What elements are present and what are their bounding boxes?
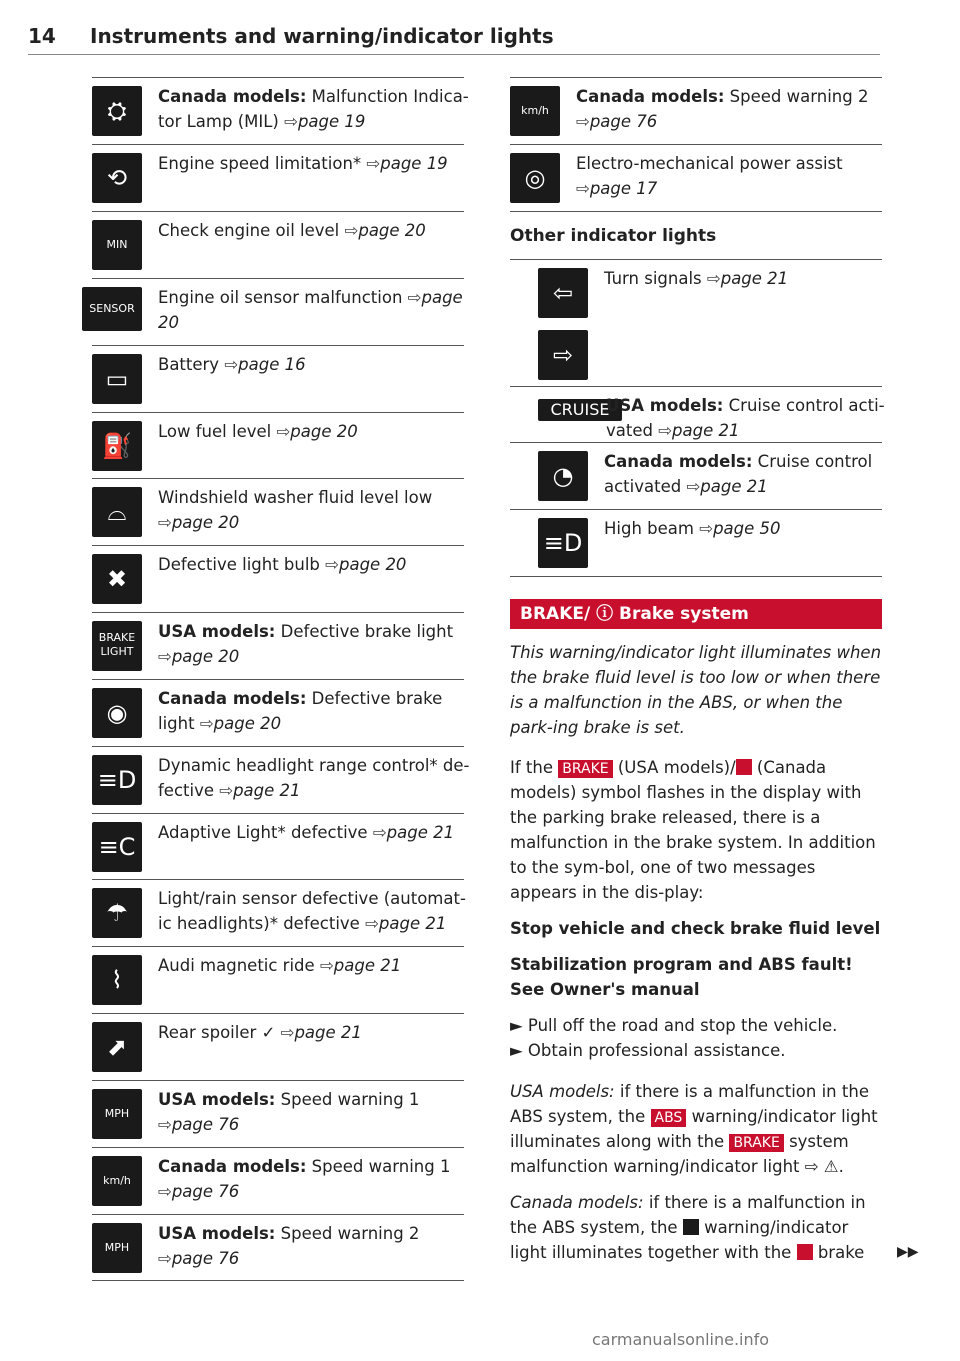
page-ref-arrow-icon: ⇨: [284, 112, 298, 131]
page-reference-link[interactable]: page 21: [333, 956, 402, 975]
page-ref-arrow-icon: ⇨: [686, 477, 701, 496]
item-text: [158, 1221, 476, 1271]
light-rain-sensor-icon: ☂: [92, 888, 142, 938]
item-description: Cruise control acti-vated: [606, 396, 885, 440]
turn-signal-icon: ⇦: [538, 268, 588, 318]
page-ref-arrow-icon: ⇨: [706, 269, 721, 288]
page-reference-link[interactable]: page 21: [700, 477, 768, 496]
item-text: [158, 485, 476, 535]
list-item: [92, 478, 464, 545]
item-text: [158, 1020, 476, 1045]
list-item: [92, 1147, 464, 1214]
page-ref-arrow-icon: ⇨: [158, 513, 172, 532]
cruise-symbol-icon: ◔: [538, 451, 588, 501]
item-model-label: USA models:: [158, 1224, 276, 1243]
list-item: [510, 77, 882, 144]
page-title: Instruments and warning/indicator lights: [90, 24, 554, 48]
brake-symbol-chip-2: [797, 1244, 813, 1260]
item-description: Rear spoiler ✓: [158, 1023, 281, 1042]
item-text: [158, 285, 476, 335]
page-ref-arrow-icon: ⇨: [276, 422, 291, 441]
list-item: [92, 545, 464, 612]
section-heading-other-indicator-lights: Other indicator lights: [510, 226, 717, 246]
page-number: 14: [28, 24, 56, 48]
item-description: Low fuel level: [158, 422, 277, 441]
bullet-pull-off: ► Pull off the road and stop the vehicle.: [510, 1016, 838, 1035]
page-ref-arrow-icon: ⇨: [199, 714, 214, 733]
brake-light-symbol-icon: ◉: [92, 688, 142, 738]
page-reference-link[interactable]: page 16: [238, 355, 306, 374]
page-header: [28, 24, 880, 55]
page-ref-arrow-icon: ⇨: [365, 914, 379, 933]
item-description: Electro-mechanical power assist: [576, 154, 843, 173]
item-text: [606, 393, 924, 443]
page-reference-link[interactable]: page 21: [294, 1023, 362, 1042]
page-ref-arrow-icon: ⇨: [366, 154, 381, 173]
page-reference-link[interactable]: page 21: [233, 781, 301, 800]
page-ref-arrow-icon: ⇨: [280, 1023, 295, 1042]
rear-spoiler-icon: ⬈: [92, 1022, 142, 1072]
list-item: [92, 679, 464, 746]
item-description: Engine oil sensor malfunction: [158, 288, 408, 307]
item-model-label: Canada models:: [158, 689, 307, 708]
page-reference-link[interactable]: page 20: [358, 221, 426, 240]
message-check-brake-fluid: Stop vehicle and check brake fluid level: [510, 919, 881, 938]
item-description: Defective brake light: [275, 622, 454, 641]
page-ref-arrow-icon: ⇨: [158, 647, 172, 666]
page-reference-link[interactable]: page 76: [589, 112, 658, 131]
item-model-label: USA models:: [606, 396, 724, 415]
item-text: [158, 820, 476, 845]
right-column-top: [510, 77, 882, 212]
list-item: [92, 412, 464, 478]
engine-speed-limit-icon: ⟲: [92, 153, 142, 203]
watermark: carmanualsonline.info: [592, 1330, 770, 1349]
brake-chip-2: BRAKE: [729, 1134, 783, 1152]
page-ref-arrow-icon: ⇨: [658, 421, 673, 440]
item-text: [158, 753, 476, 803]
item-text: [604, 266, 922, 291]
item-description: Speed warning 1: [275, 1090, 420, 1109]
list-item: [92, 144, 464, 211]
page-ref-arrow-icon: ⇨: [325, 555, 339, 574]
item-model-label: Canada models:: [158, 87, 307, 106]
page-reference-link[interactable]: page 21: [720, 269, 789, 288]
headlight-range-icon: ≡D: [92, 755, 142, 805]
mph-2-icon: MPH: [92, 1223, 142, 1273]
item-description: Turn signals: [604, 269, 707, 288]
page-ref-arrow-icon: ⇨: [224, 355, 239, 374]
item-text: [158, 1154, 476, 1204]
message-abs-fault: Stabilization program and ABS fault! See Owner's manual: [510, 955, 853, 999]
page-reference-link[interactable]: page 76: [171, 1115, 240, 1134]
item-description: Speed warning 1: [306, 1157, 451, 1176]
item-description: Cruise control activated: [604, 452, 873, 496]
engine-icon: ⛭: [92, 86, 142, 136]
item-text: [158, 151, 476, 176]
item-description: Malfunction Indica-tor Lamp (MIL): [158, 87, 469, 131]
page-reference-link[interactable]: page 20: [213, 714, 282, 733]
item-model-label: Canada models:: [576, 87, 725, 106]
page-ref-arrow-icon: ⇨: [219, 781, 234, 800]
item-text: [158, 552, 476, 577]
page-ref-arrow-icon: ⇨: [158, 1115, 172, 1134]
item-description: Dynamic headlight range control* de-fective: [158, 756, 470, 800]
item-description: Windshield washer fluid level low: [158, 488, 433, 507]
item-text: [158, 619, 476, 669]
page-reference-link[interactable]: page 20: [158, 288, 463, 332]
item-text: [604, 449, 922, 499]
list-item: [92, 1013, 464, 1080]
item-description: Speed warning 2: [724, 87, 869, 106]
list-item: [510, 509, 882, 577]
list-item: [510, 259, 882, 386]
turn-signal-right-icon: ⇨: [538, 330, 588, 380]
oil-can-sensor-icon: SENSOR: [82, 287, 142, 331]
page-reference-link[interactable]: page 21: [378, 914, 447, 933]
item-text: [576, 151, 894, 201]
item-model-label: USA models:: [158, 1090, 276, 1109]
abs-chip: ABS: [651, 1109, 687, 1127]
bullet-assistance: ► Obtain professional assistance.: [510, 1041, 786, 1060]
page-ref-arrow-icon: ⇨: [319, 956, 334, 975]
oil-can-min-icon: MIN: [92, 220, 142, 270]
item-description: Speed warning 2: [275, 1224, 420, 1243]
page-reference-link[interactable]: page 17: [589, 179, 658, 198]
steering-wheel-icon: ◎: [510, 153, 560, 203]
brake-symbol-chip: [736, 759, 752, 775]
item-text: [158, 352, 476, 377]
item-description: Defective light bulb: [158, 555, 326, 574]
page-reference-link[interactable]: page 21: [672, 421, 740, 440]
item-text: [158, 686, 476, 736]
left-column: [89, 77, 470, 1281]
list-item: [92, 813, 464, 879]
item-description: High beam: [604, 519, 700, 538]
item-model-label: Canada models:: [158, 1157, 307, 1176]
kmh-1-icon: km/h: [92, 1156, 142, 1206]
list-item: [92, 612, 464, 679]
item-model-label: Canada models:: [604, 452, 753, 471]
item-text: [576, 84, 894, 134]
list-item: [92, 879, 464, 946]
high-beam-icon: ≡D: [538, 518, 588, 568]
page-reference-link[interactable]: page 21: [386, 823, 455, 842]
item-model-label: USA models:: [158, 622, 276, 641]
battery-icon: ▭: [92, 354, 142, 404]
page-ref-arrow-icon: ⇨: [407, 288, 422, 307]
abs-symbol-chip: [683, 1219, 699, 1235]
page-reference-link[interactable]: page 19: [297, 112, 366, 131]
item-text: [158, 218, 476, 243]
continued-arrow-icon: ▶▶: [897, 1244, 919, 1260]
page-reference-link[interactable]: page 50: [713, 519, 781, 538]
item-description: Battery: [158, 355, 225, 374]
page-reference-link[interactable]: page 76: [171, 1182, 240, 1201]
page-reference-link[interactable]: page 20: [338, 555, 407, 574]
adaptive-light-icon: ≡C: [92, 822, 142, 872]
list-item: [510, 386, 885, 442]
mph-1-icon: MPH: [92, 1089, 142, 1139]
item-description: Check engine oil level: [158, 221, 345, 240]
item-text: [158, 1087, 476, 1137]
list-item: [510, 144, 882, 212]
list-item: [92, 211, 464, 278]
page-ref-arrow-icon: ⇨: [158, 1182, 172, 1201]
page-ref-arrow-icon: ⇨: [576, 112, 590, 131]
list-item: [92, 345, 464, 412]
page-reference-link[interactable]: page 20: [290, 422, 358, 441]
list-item: [92, 946, 464, 1013]
item-description: Light/rain sensor defective (automat-ic headlights)* defective: [158, 889, 466, 933]
list-item: [510, 442, 882, 509]
item-description: Audi magnetic ride: [158, 956, 320, 975]
item-description: Engine speed limitation*: [158, 154, 367, 173]
item-description: Defective brake light: [158, 689, 443, 733]
brake-chip: BRAKE: [558, 760, 612, 778]
item-text: [158, 953, 476, 978]
brake-intro: This warning/indicator light illuminates when the brake fluid level is too low or when there is a malfunction in the ABS, or when the park-ing brake is set.: [510, 643, 882, 737]
bulb-defect-icon: ✖: [92, 554, 142, 604]
brake-system-heading: BRAKE/ ⓘ Brake system: [510, 599, 882, 629]
list-item: [92, 1080, 464, 1147]
list-item: [92, 1214, 464, 1281]
page-ref-arrow-icon: ⇨: [576, 179, 590, 198]
page-reference-link[interactable]: page 20: [171, 647, 240, 666]
list-item: [92, 77, 469, 144]
washer-fluid-icon: ⌓: [92, 487, 142, 537]
abs-canada-paragraph: Canada models: if there is a malfunction in the ABS system, the warning/indicator light illuminates together with the brake: [510, 1193, 866, 1262]
page-ref-arrow-icon: ⇨: [699, 519, 714, 538]
item-text: [158, 419, 476, 444]
kmh-2-icon: km/h: [510, 86, 560, 136]
abs-usa-paragraph: USA models: if there is a malfunction in the ABS system, the ABS warning/indicator light illuminates along with the BRAKE system malfunction warning/indicator light ⇨ ⚠.: [510, 1082, 878, 1176]
page-reference-link[interactable]: page 19: [380, 154, 448, 173]
cruise-text-icon: CRUISE: [538, 399, 622, 421]
magnetic-ride-icon: ⌇: [92, 955, 142, 1005]
page-ref-arrow-icon: ⇨: [344, 221, 359, 240]
brake-light-text-icon: BRAKE LIGHT: [92, 621, 142, 671]
page-ref-arrow-icon: ⇨: [372, 823, 387, 842]
page-reference-link[interactable]: page 20: [171, 513, 240, 532]
other-indicator-list: [510, 259, 885, 577]
item-text: [158, 84, 476, 134]
brake-paragraph-1: If the BRAKE (USA models)/ (Canada models) symbol flashes in the display with the parking brake released, there is a malfunction in the brake system. In addition to the sym-bol, one of two messages appears in the dis-play:: [510, 758, 876, 902]
item-text: [604, 516, 922, 541]
page-ref-arrow-icon: ⇨: [158, 1249, 172, 1268]
item-description: Adaptive Light* defective: [158, 823, 373, 842]
fuel-pump-icon: ⛽: [92, 421, 142, 471]
page-reference-link[interactable]: page 76: [171, 1249, 240, 1268]
item-text: [158, 886, 476, 936]
list-item: [92, 746, 470, 813]
list-item: [89, 278, 464, 345]
